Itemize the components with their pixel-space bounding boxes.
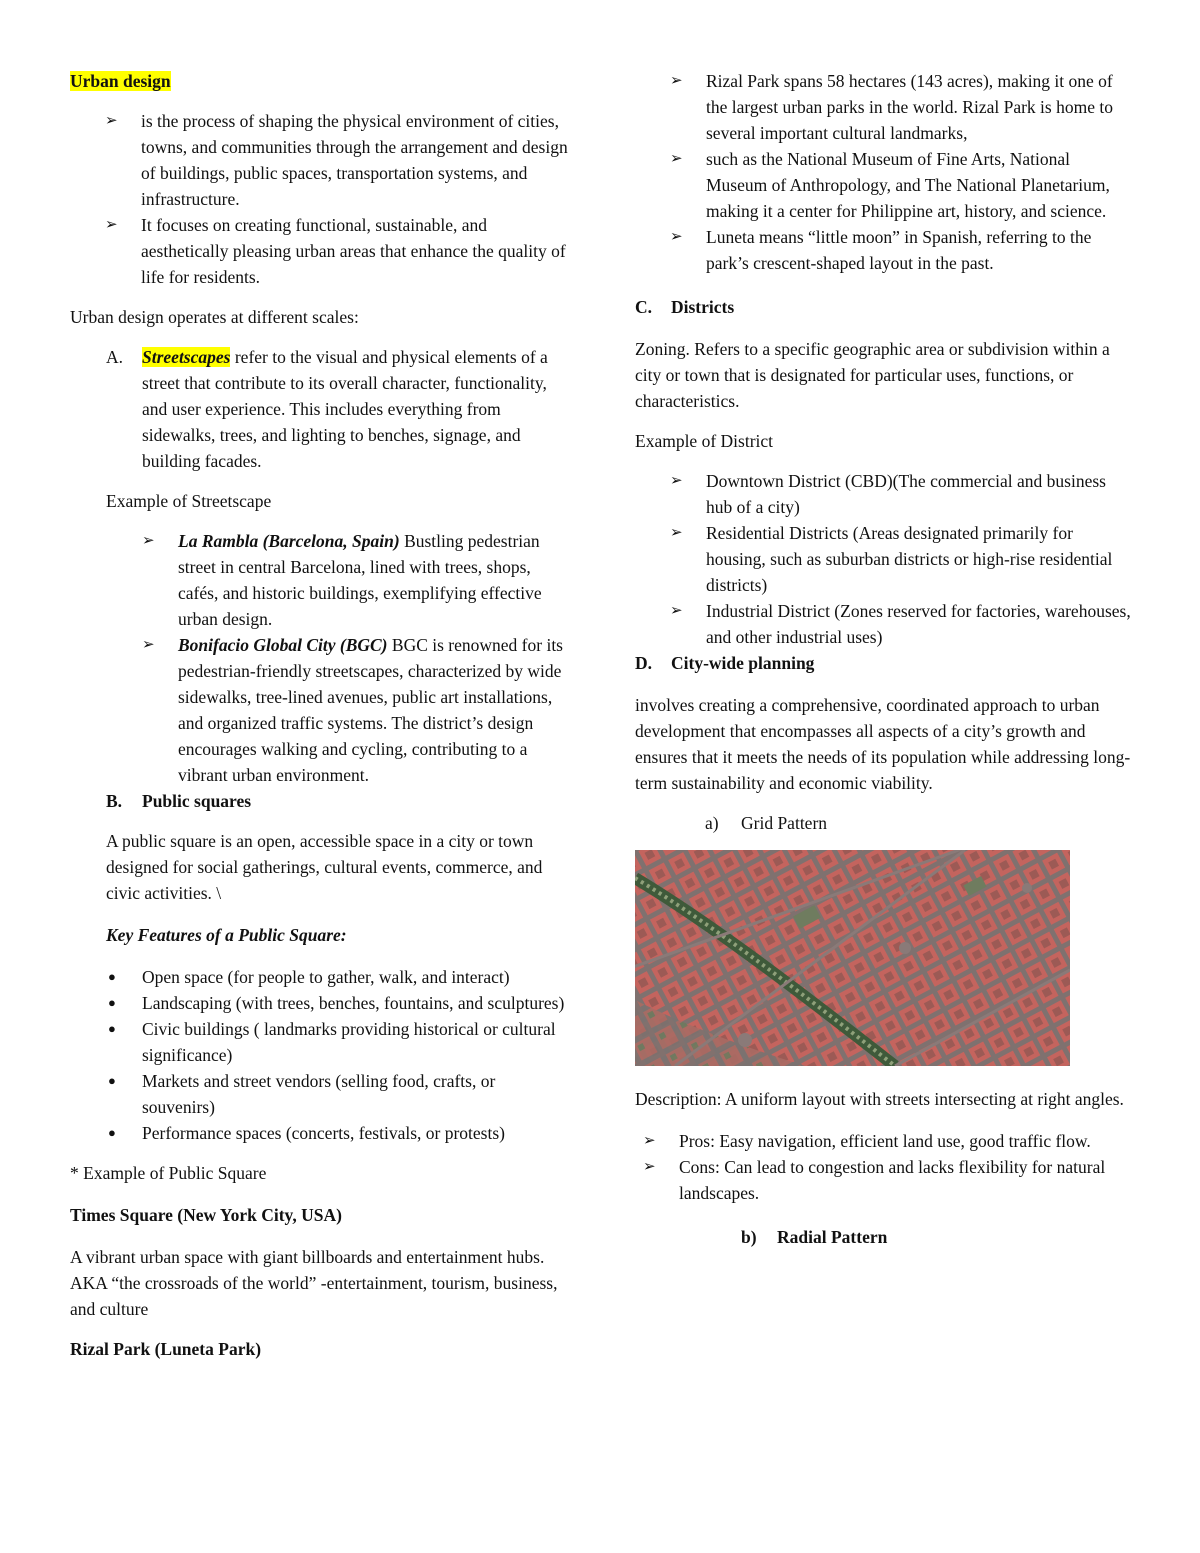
streetscapes-text: refer to the visual and physical elements of a street that contribute to its overall character, functionality, and user experience. This includes everything from sidewalks, trees, and lighting to benches, signage, and building facades. bbox=[142, 347, 548, 471]
arrow-bullet-icon: ➢ bbox=[643, 1159, 656, 1175]
times-square-title: Times Square (New York City, USA) bbox=[70, 1205, 342, 1225]
citywide-text: involves creating a comprehensive, coordinated approach to urban development that encompasses all aspects of a city’s growth and ensures that it meets the needs of its population while addressing long-term sustainability and economic viability. bbox=[635, 695, 1131, 793]
grid-pattern-aerial-image bbox=[635, 850, 1070, 1066]
intro-bullet-list bbox=[105, 108, 570, 290]
dot-bullet-icon: ● bbox=[108, 1125, 116, 1140]
arrow-bullet-icon: ➢ bbox=[643, 1133, 656, 1149]
streetscape-examples-list bbox=[142, 528, 570, 788]
example-streetscape-heading: Example of Streetscape bbox=[106, 491, 272, 511]
section-b-heading: B. Public squares bbox=[106, 788, 570, 814]
pros-cons-list bbox=[635, 1128, 1135, 1206]
arrow-bullet-icon: ➢ bbox=[105, 113, 118, 129]
arrow-bullet-icon: ➢ bbox=[670, 151, 683, 167]
arrow-bullet-icon: ➢ bbox=[105, 217, 118, 233]
arrow-bullet-icon: ➢ bbox=[670, 73, 683, 89]
example-district-heading: Example of District bbox=[635, 431, 774, 451]
arrow-bullet-icon: ➢ bbox=[670, 229, 683, 245]
section-letter: A. bbox=[106, 347, 124, 367]
rizal-park-title: Rizal Park (Luneta Park) bbox=[70, 1339, 262, 1359]
public-square-definition: A public square is an open, accessible space in a city or town designed for social gatherings, cultural events, commerce, and civic activities. \ bbox=[106, 831, 543, 903]
scales-intro: Urban design operates at different scales: bbox=[70, 307, 359, 327]
section-letter: B. bbox=[106, 791, 123, 811]
radial-pattern-heading: b) Radial Pattern bbox=[741, 1224, 1135, 1250]
dot-bullet-icon: ● bbox=[108, 969, 116, 984]
list-item: ➢ Bonifacio Global City (BGC) BGC is renowned for its pedestrian-friendly streetscapes, characterized by wide sidewalks, tree-lined avenues, public art installations, and organized traffic systems. The district’s design encourages walking and cycling, contributing to a vibrant urban environment. bbox=[142, 632, 570, 788]
list-item: ➢ is the process of shaping the physical environment of cities, towns, and communities through the arrangement and design of buildings, public spaces, transportation systems, and infrastructure. bbox=[105, 108, 570, 212]
aerial-map-illustration bbox=[635, 850, 1070, 1066]
list-item: ● Landscaping (with trees, benches, fountains, and sculptures) bbox=[106, 990, 570, 1016]
rizal-bullet-list bbox=[670, 68, 1135, 276]
times-square-text: A vibrant urban space with giant billboards and entertainment hubs. AKA “the crossroads of the world” -entertainment, tourism, business, and culture bbox=[70, 1247, 558, 1319]
example-public-square-heading: * Example of Public Square bbox=[70, 1163, 267, 1183]
section-d-heading: D. City-wide planning bbox=[635, 650, 1135, 676]
dot-bullet-icon: ● bbox=[108, 995, 116, 1010]
arrow-bullet-icon: ➢ bbox=[670, 603, 683, 619]
section-a-streetscapes bbox=[106, 344, 570, 474]
key-features-list bbox=[106, 964, 570, 1146]
list-item: ➢ It focuses on creating functional, sustainable, and aesthetically pleasing urban areas that enhance the quality of life for residents. bbox=[105, 212, 570, 290]
sub-letter: a) bbox=[705, 813, 719, 833]
grid-pattern-heading: a) Grid Pattern bbox=[705, 810, 1135, 836]
section-letter: C. bbox=[635, 297, 653, 317]
list-item: ➢ Luneta means “little moon” in Spanish, referring to the park’s crescent-shaped layout in the past. bbox=[670, 224, 1135, 276]
arrow-bullet-icon: ➢ bbox=[670, 525, 683, 541]
districts-list bbox=[670, 468, 1135, 650]
zoning-text: Zoning. Refers to a specific geographic area or subdivision within a city or town that is designated for particular uses, functions, or characteristics. bbox=[635, 339, 1110, 411]
arrow-bullet-icon: ➢ bbox=[142, 533, 155, 549]
grid-description: Description: A uniform layout with streets intersecting at right angles. bbox=[635, 1089, 1124, 1109]
list-item: ➢ Industrial District (Zones reserved for factories, warehouses, and other industrial uses) bbox=[670, 598, 1135, 650]
list-item: ➢ Cons: Can lead to congestion and lacks flexibility for natural landscapes. bbox=[635, 1154, 1135, 1206]
arrow-bullet-icon: ➢ bbox=[142, 637, 155, 653]
left-column bbox=[70, 68, 570, 1362]
list-item: ➢ Downtown District (CBD)(The commercial and business hub of a city) bbox=[670, 468, 1135, 520]
list-item: ➢ Residential Districts (Areas designated primarily for housing, such as suburban districts or high-rise residential districts) bbox=[670, 520, 1135, 598]
streetscapes-term: Streetscapes bbox=[142, 347, 231, 367]
dot-bullet-icon: ● bbox=[108, 1021, 116, 1036]
list-item: ● Performance spaces (concerts, festivals, or protests) bbox=[106, 1120, 570, 1146]
page-title: Urban design bbox=[70, 71, 171, 91]
list-item: ● Open space (for people to gather, walk, and interact) bbox=[106, 964, 570, 990]
section-letter: D. bbox=[635, 653, 653, 673]
key-features-heading: Key Features of a Public Square: bbox=[106, 925, 347, 945]
list-item: ● Civic buildings ( landmarks providing historical or cultural significance) bbox=[106, 1016, 570, 1068]
right-column bbox=[635, 68, 1135, 1250]
list-item: ➢ such as the National Museum of Fine Arts, National Museum of Anthropology, and The National Planetarium, making it a center for Philippine art, history, and science. bbox=[670, 146, 1135, 224]
list-item: ● Markets and street vendors (selling food, crafts, or souvenirs) bbox=[106, 1068, 570, 1120]
list-item: ➢ Pros: Easy navigation, efficient land use, good traffic flow. bbox=[635, 1128, 1135, 1154]
arrow-bullet-icon: ➢ bbox=[670, 473, 683, 489]
list-item: ➢ La Rambla (Barcelona, Spain) Bustling pedestrian street in central Barcelona, lined with trees, shops, cafés, and historic buildings, exemplifying effective urban design. bbox=[142, 528, 570, 632]
list-item: ➢ Rizal Park spans 58 hectares (143 acres), making it one of the largest urban parks in the world. Rizal Park is home to several important cultural landmarks, bbox=[670, 68, 1135, 146]
dot-bullet-icon: ● bbox=[108, 1073, 116, 1088]
section-c-heading: C. Districts bbox=[635, 294, 1135, 320]
sub-letter: b) bbox=[741, 1227, 757, 1247]
